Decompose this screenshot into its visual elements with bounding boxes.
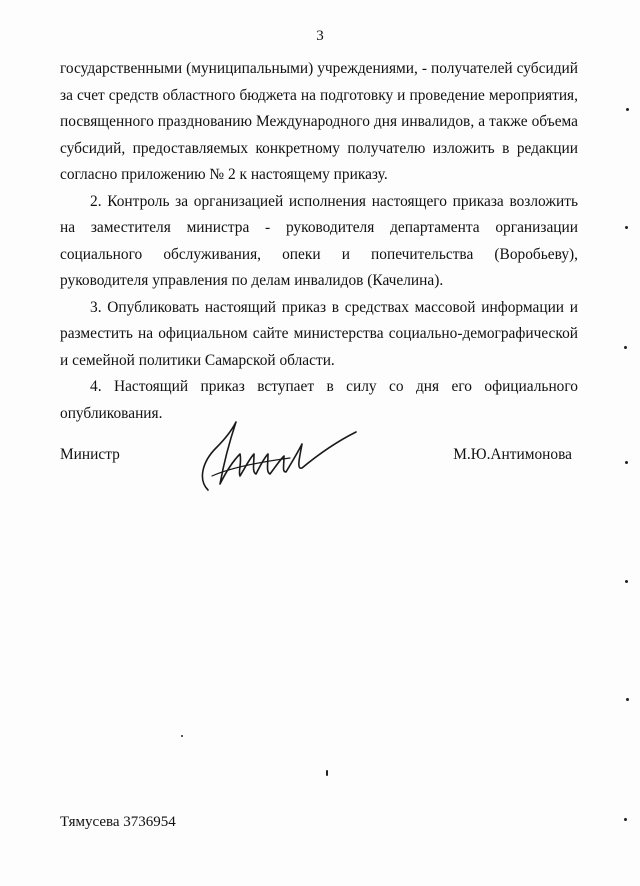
paragraph-continuation: государственными (муниципальными) учреждениями, - получателей субсидий за счет средств областного бюджета на подготовку и проведение мероприятия, посвященного празднованию Международного дня инвалидов, а также объема субсидий, предоставляемых конкретному получателю изложить в редакции согласно приложению № 2 к настоящему приказу. [60,60,578,183]
paragraph-control: 2. Контроль за организацией исполнения настоящего приказа возложить на заместителя министра - руководителя департамента организации социального обслуживания, опеки и попечительства (Воробьеву), руководителя управления по делам инвалидов (Качелина). [60,192,578,289]
paragraph-publication: 3. Опубликовать настоящий приказ в средствах массовой информации и разместить на официальном сайте министерства социально-демографической и семейной политики Самарской области. [60,298,578,369]
scan-speck [624,818,627,821]
paragraph-effective-date: 4. Настоящий приказ вступает в силу со дня его официального опубликования. [60,378,578,422]
scan-speck [625,226,628,229]
executor-note: Тямусева 3736954 [60,814,176,830]
scan-speck [626,698,629,701]
document-body [60,56,578,427]
scan-speck [625,580,628,583]
scan-speck [626,108,629,111]
signer-position: Министр [60,446,120,463]
scan-speck [326,770,328,776]
page-number: 3 [316,28,324,44]
scan-speck [624,346,627,349]
signer-name: М.Ю.Антимонова [453,446,572,463]
scan-speck [181,735,183,737]
scan-speck [625,461,628,464]
handwritten-signature [190,418,360,498]
